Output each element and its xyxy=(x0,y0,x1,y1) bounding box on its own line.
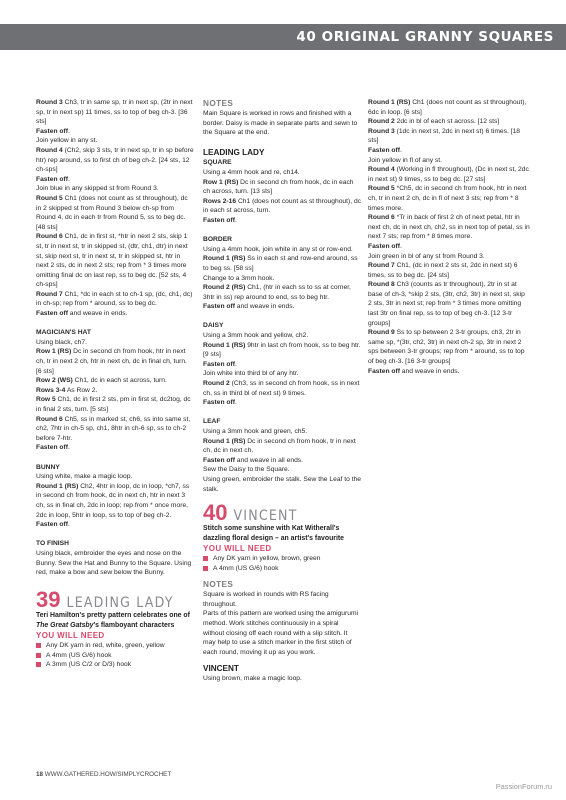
bullet-square-icon xyxy=(36,662,41,667)
instruction-line: Join white into third bl of any htr. xyxy=(203,370,299,378)
page-header-title: 40 ORIGINAL GRANNY SQUARES xyxy=(296,29,554,45)
bullet-square-icon xyxy=(36,643,41,648)
instruction-line: Round 1 (RS) Ch2, 4htr in loop, dc in loop, *ch7, ss in second ch from hook, dc in next ch, htr in next 3 ch, ss in final ch, 2dc in loop; rep from * once more, 2dc in loop, 5htr in loop, ss to top of beg ch-2. xyxy=(36,482,190,519)
instruction-line: Round 8 Ch3 (counts as tr throughout), 2tr in st at base of ch-3, *skip 2 sts, (3tr, ch2, 3tr) in next st, skip 2 sts, 3tr in next st; rep from * 3 times more omitting last 3tr on final rep, ss to top of beg ch-3. [12 3-tr groups] xyxy=(368,281,525,327)
pattern-40-intro: Stitch some sunshine with Kat Witherall's dazzling floral design – an artist's favourite xyxy=(203,525,345,542)
pattern-39-name: LEADING LADY xyxy=(66,595,174,612)
instruction-line: Row 1 (RS) Dc in second ch from hook, htr in next ch, tr in next 2 ch, htr in next ch, dc in final ch, turn. [6 sts] xyxy=(36,348,187,375)
notes-heading: NOTES xyxy=(203,99,234,108)
pattern-40-you-will-need: YOU WILL NEED xyxy=(203,543,272,553)
instruction-line: Row 2 (WS) Ch1, dc in each st across, turn. xyxy=(36,377,167,385)
instruction-line: Row 5 Ch1, dc in first 2 sts, pm in first st, dc2tog, dc in final 2 sts, turn. [5 sts] xyxy=(36,396,191,413)
notes-2-text-1: Square is worked in rounds with RS facing throughout. xyxy=(203,591,329,608)
instruction-line: Rows 3-4 As Row 2. xyxy=(36,386,98,394)
list-item: A 4mm (US G/6) hook xyxy=(36,651,194,661)
to-finish-heading: TO FINISH xyxy=(36,540,69,548)
instruction-line: Change to a 3mm hook. xyxy=(203,274,275,282)
pattern-39-you-will-need: YOU WILL NEED xyxy=(36,631,105,641)
instruction-line: Fasten off. xyxy=(368,146,402,154)
round3-block xyxy=(36,98,194,319)
list-item: A 3mm (US C/2 or D/3) hook xyxy=(36,660,194,670)
border-heading: BORDER xyxy=(203,236,232,244)
instruction-line: Round 4 (Working in fl throughout), (Dc in next st, 2dc in next st) 9 times, ss to beg dc. [27 sts] xyxy=(368,166,529,183)
instruction-line: Fasten off. xyxy=(36,444,70,452)
to-finish-text: Using black, embroider the eyes and nose on the Bunny. Sew the Hat and Bunny to the Square. Using red, make a bow and sew below the Bunny. xyxy=(36,549,192,577)
instruction-line: Round 3 (1dc in next st, 2dc in next st) 6 times. [18 sts] xyxy=(368,127,521,145)
daisy-block xyxy=(203,331,361,408)
footer-url[interactable]: WWW.GATHERED.HOW/SIMPLYCROCHET xyxy=(44,771,172,778)
list-item: A 4mm (US G/6) hook xyxy=(203,564,361,574)
instruction-line: Fasten off. xyxy=(203,399,237,407)
instruction-line: Round 6 Ch1, dc in first st, *htr in next 2 sts, skip 1 st, tr in next st, tr in skipped st, (dtr, ch1, dtr) in next st, skip next st, tr in next st, tr in skipped st, htr in next 2 sts, dc in next 2 sts; rep from * 3 times more omitting final dc on last rep, ss to beg dc. [52 sts, 4 ch-sps] xyxy=(36,233,188,289)
instruction-line: Round 9 Ss to sp between 2 3-tr groups, ch3, 2tr in same sp, *(3tr, ch2, 3tr) in next ch-2 sp, 3tr in next 2 sps between 3-tr groups; rep from * around, ss to top of beg ch-3. [16 3-tr groups] xyxy=(368,329,525,366)
instruction-line: Fasten off. xyxy=(203,216,237,224)
leading-lady-heading: LEADING LADY xyxy=(203,148,265,158)
vincent-text: Using brown, make a magic loop. xyxy=(203,675,302,683)
list-item: Any DK yarn in red, white, green, yellow xyxy=(36,641,194,651)
bullet-square-icon xyxy=(36,653,41,658)
pattern-39-title xyxy=(36,589,194,611)
leaf-block xyxy=(203,427,361,494)
page-number: 18 xyxy=(36,771,44,778)
instruction-line: Using white, make a magic loop. xyxy=(36,473,133,481)
instruction-line: Round 5 Ch1 (does not count as st throughout), dc in 2 skipped st from Round 3 below ch-sp from Round 4, dc in each tr from Round 5, ss to beg dc. [48 sts] xyxy=(36,194,188,231)
bullet-square-icon xyxy=(203,556,208,561)
instruction-line: Fasten off. xyxy=(36,521,70,529)
page-footer xyxy=(36,771,171,778)
pattern-39-number: 39 xyxy=(36,587,61,613)
instruction-line: Round 4 (Ch2, skip 3 sts, tr in next sp, tr in sp before htr) rep around, ss to first ch of beg ch-2. [24 sts, 12 ch-sps] xyxy=(36,146,194,174)
leaf-heading: LEAF xyxy=(203,418,221,426)
instruction-line: Round 3 Ch3, tr in same sp, tr in next sp, (2tr in next sp, tr in next sp) 11 times, ss to top of beg ch-3. [36 sts] xyxy=(36,99,193,126)
instruction-line: Round 2 2dc in bl of each st across. [12 sts] xyxy=(368,118,500,126)
instruction-line: Rows 2-16 Ch1 (does not count as st throughout), dc in each st across, turn. xyxy=(203,197,362,215)
instruction-line: Round 1 (RS) Dc in second ch from hook, tr in next ch, dc in next ch. xyxy=(203,437,356,455)
pattern-40-name: VINCENT xyxy=(233,508,298,525)
bunny-heading: BUNNY xyxy=(36,463,60,471)
instruction-line: Using a 4mm hook and re, ch14. xyxy=(203,168,300,176)
bunny-block xyxy=(36,472,194,530)
notes-2-text-2: Parts of this pattern are worked using the amigurumi method. Work stitches continuously in a spiral without closing off each round with a slip stitch. It may help to use a stitch marker in the first stitch of each round, moving it up as you work. xyxy=(203,610,359,656)
instruction-line: Round 7 Ch1, *dc in each st to ch-1 sp, (dc, ch1, dc) in ch-sp; rep from * around, ss to beg dc. xyxy=(36,290,193,308)
instruction-line: Using green, embroider the stalk. Sew the Leaf to the stalk. xyxy=(203,475,361,493)
square-block xyxy=(203,168,361,226)
instruction-line: Row 1 (RS) Dc in second ch from hook, dc in each ch across, turn. [13 sts] xyxy=(203,178,354,196)
notes-text: Main Square is worked in rows and finished with a border. Daisy is made in separate parts and sewn to the Square at the end. xyxy=(203,110,358,137)
instruction-line: Round 1 (RS) 9htr in last ch from hook, ss to beg htr. [9 sts] xyxy=(203,341,361,359)
instruction-line: Round 1 (RS) Ss in each st and row-end around, ss to beg ss. [58 ss] xyxy=(203,255,358,272)
column-2 xyxy=(203,98,361,684)
header-band xyxy=(0,24,566,50)
instruction-line: Round 6 *Tr in back of first 2 ch of next petal, htr in next ch, dc in next ch, ch2, ss in next top of petal, ss in next 7 sts; rep from * 8 times more. xyxy=(368,214,530,241)
instruction-line: Fasten off and weave in all ends. xyxy=(203,456,303,464)
instruction-line: Fasten off and weave in ends. xyxy=(36,310,128,318)
instruction-line: Round 7 Ch1, (dc in next 2 sts st, 2dc in next st) 6 times, ss to beg dc. [24 sts] xyxy=(368,262,518,279)
pattern-40-title xyxy=(203,502,361,524)
instruction-line: Fasten off. xyxy=(203,360,237,368)
instruction-line: Round 2 (RS) Ch1, (htr in each ss to ss at corner, 3htr in ss) rep around to end, ss to beg htr. xyxy=(203,284,351,301)
instruction-line: Fasten off. xyxy=(36,127,70,135)
instruction-line: Join yellow in any st. xyxy=(36,137,98,145)
vincent-heading: VINCENT xyxy=(203,664,239,674)
vincent-rounds-block xyxy=(368,98,530,376)
instruction-line: Using a 4mm hook, join white in any st or row-end. xyxy=(203,245,353,253)
watermark: PassionForum.ru xyxy=(495,782,552,791)
column-3 xyxy=(368,98,530,376)
instruction-line: Round 5 *Ch5, dc in second ch from hook, htr in next ch, tr in next 2 ch, dc in fl of next 3 sts; rep from * 8 times more. xyxy=(368,185,527,212)
instruction-line: Using black, ch7. xyxy=(36,338,87,346)
column-1 xyxy=(36,98,194,670)
instruction-line: Fasten off and weave in ends. xyxy=(203,303,295,311)
pattern-40-number: 40 xyxy=(203,500,228,526)
instruction-line: Fasten off and weave in ends. xyxy=(368,367,460,375)
border-block xyxy=(203,245,361,312)
instruction-line: Fasten off. xyxy=(36,175,70,183)
instruction-line: Join blue in any skipped st from Round 3. xyxy=(36,185,159,193)
instruction-line: Round 2 (Ch3, ss in second ch from hook, ss in next ch, ss in third bl of next st) 9 times. xyxy=(203,380,360,397)
instruction-line: Using a 3mm hook and green, ch5. xyxy=(203,428,308,435)
square-heading: SQUARE xyxy=(203,159,232,167)
list-item: Any DK yarn in yellow, brown, green xyxy=(203,554,361,564)
pattern-39-intro: Teri Hamilton's pretty pattern celebrates one of The Great Gatsby's flamboyant characters xyxy=(36,612,190,629)
bullet-square-icon xyxy=(203,566,208,571)
instruction-line: Round 6 Ch5, ss in marked st, ch6, ss into same st, ch2, 7htr in ch-5 sp, ch1, 8htr in ch-6 sp, ss to ch-2 before 7-htr. xyxy=(36,415,191,442)
instruction-line: Join green in bl of any st from Round 3. xyxy=(368,252,485,260)
instruction-line: Sew the Daisy to the Square. xyxy=(203,466,290,474)
instruction-line: Fasten off. xyxy=(368,242,402,250)
instruction-line: Round 1 (RS) Ch1 (does not count as st throughout), 6dc in loop. [6 sts] xyxy=(368,99,527,116)
instruction-line: Using a 3mm hook and yellow, ch2. xyxy=(203,332,309,340)
instruction-line: Join yellow in fl of any st. xyxy=(368,156,442,164)
magician-hat-block xyxy=(36,338,194,453)
notes-2-heading: NOTES xyxy=(203,580,234,590)
magician-hat-heading: MAGICIAN'S HAT xyxy=(36,329,91,337)
daisy-heading: DAISY xyxy=(203,322,224,330)
